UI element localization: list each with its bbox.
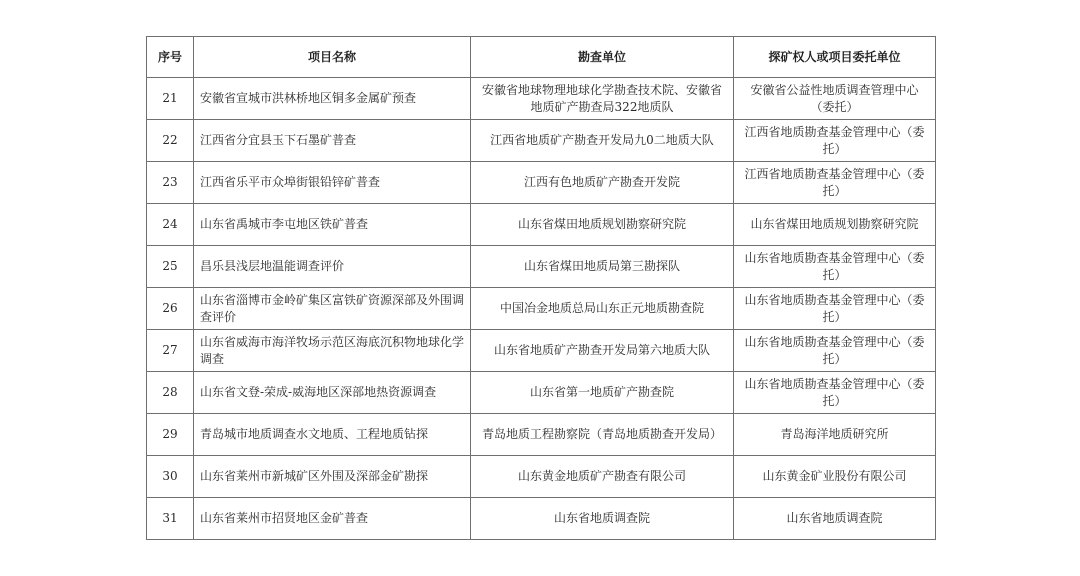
- row-number: 22: [147, 120, 194, 162]
- survey-unit-cell: 山东省地质调查院: [471, 498, 734, 540]
- survey-unit-cell: 江西省地质矿产勘查开发局九0二地质大队: [471, 120, 734, 162]
- table-row: [147, 204, 936, 246]
- survey-unit-cell: 山东黄金地质矿产勘查有限公司: [471, 456, 734, 498]
- row-number: 29: [147, 414, 194, 456]
- project-name-cell: 江西省乐平市众埠街银铅锌矿普查: [194, 162, 471, 204]
- table-row: [147, 288, 936, 330]
- project-name-cell: 山东省威海市海洋牧场示范区海底沉积物地球化学调查: [194, 330, 471, 372]
- client-unit-cell: 江西省地质勘查基金管理中心（委托）: [734, 162, 936, 204]
- survey-unit-cell: 安徽省地球物理地球化学勘查技术院、安徽省地质矿产勘查局322地质队: [471, 78, 734, 120]
- survey-unit-cell: 山东省煤田地质规划勘察研究院: [471, 204, 734, 246]
- row-number: 28: [147, 372, 194, 414]
- table-row: [147, 498, 936, 540]
- survey-unit-cell: 山东省煤田地质局第三勘探队: [471, 246, 734, 288]
- row-number: 25: [147, 246, 194, 288]
- client-unit-cell: 山东省地质调查院: [734, 498, 936, 540]
- table-body: [147, 78, 936, 540]
- client-unit-cell: 安徽省公益性地质调查管理中心（委托）: [734, 78, 936, 120]
- survey-unit-cell: 青岛地质工程勘察院（青岛地质勘查开发局）: [471, 414, 734, 456]
- client-unit-cell: 山东省地质勘查基金管理中心（委托）: [734, 246, 936, 288]
- table-row: [147, 456, 936, 498]
- project-name-cell: 山东省文登-荣成-威海地区深部地热资源调查: [194, 372, 471, 414]
- project-name-cell: 安徽省宣城市洪林桥地区铜多金属矿预查: [194, 78, 471, 120]
- header-client-unit: 探矿权人或项目委托单位: [734, 37, 936, 78]
- client-unit-cell: 青岛海洋地质研究所: [734, 414, 936, 456]
- project-name-cell: 山东省禹城市李屯地区铁矿普查: [194, 204, 471, 246]
- table-row: [147, 162, 936, 204]
- table-row: [147, 120, 936, 162]
- project-name-cell: 山东省淄博市金岭矿集区富铁矿资源深部及外围调查评价: [194, 288, 471, 330]
- project-name-cell: 江西省分宜县玉下石墨矿普查: [194, 120, 471, 162]
- header-project-name: 项目名称: [194, 37, 471, 78]
- client-unit-cell: 江西省地质勘查基金管理中心（委托）: [734, 120, 936, 162]
- survey-unit-cell: 中国冶金地质总局山东正元地质勘查院: [471, 288, 734, 330]
- client-unit-cell: 山东黄金矿业股份有限公司: [734, 456, 936, 498]
- table-row: [147, 78, 936, 120]
- row-number: 24: [147, 204, 194, 246]
- table-header-row: [147, 37, 936, 78]
- project-name-cell: 青岛城市地质调查水文地质、工程地质钻探: [194, 414, 471, 456]
- client-unit-cell: 山东省地质勘查基金管理中心（委托）: [734, 372, 936, 414]
- survey-unit-cell: 山东省第一地质矿产勘查院: [471, 372, 734, 414]
- table-row: [147, 246, 936, 288]
- survey-unit-cell: 江西有色地质矿产勘查开发院: [471, 162, 734, 204]
- project-name-cell: 山东省莱州市新城矿区外围及深部金矿勘探: [194, 456, 471, 498]
- row-number: 30: [147, 456, 194, 498]
- row-number: 26: [147, 288, 194, 330]
- project-table: [146, 36, 936, 540]
- row-number: 31: [147, 498, 194, 540]
- project-name-cell: 山东省莱州市招贤地区金矿普查: [194, 498, 471, 540]
- row-number: 23: [147, 162, 194, 204]
- client-unit-cell: 山东省地质勘查基金管理中心（委托）: [734, 330, 936, 372]
- survey-unit-cell: 山东省地质矿产勘查开发局第六地质大队: [471, 330, 734, 372]
- project-name-cell: 昌乐县浅层地温能调查评价: [194, 246, 471, 288]
- row-number: 27: [147, 330, 194, 372]
- table-row: [147, 330, 936, 372]
- table-row: [147, 414, 936, 456]
- header-serial-number: 序号: [147, 37, 194, 78]
- client-unit-cell: 山东省煤田地质规划勘察研究院: [734, 204, 936, 246]
- table-row: [147, 372, 936, 414]
- header-survey-unit: 勘查单位: [471, 37, 734, 78]
- row-number: 21: [147, 78, 194, 120]
- client-unit-cell: 山东省地质勘查基金管理中心（委托）: [734, 288, 936, 330]
